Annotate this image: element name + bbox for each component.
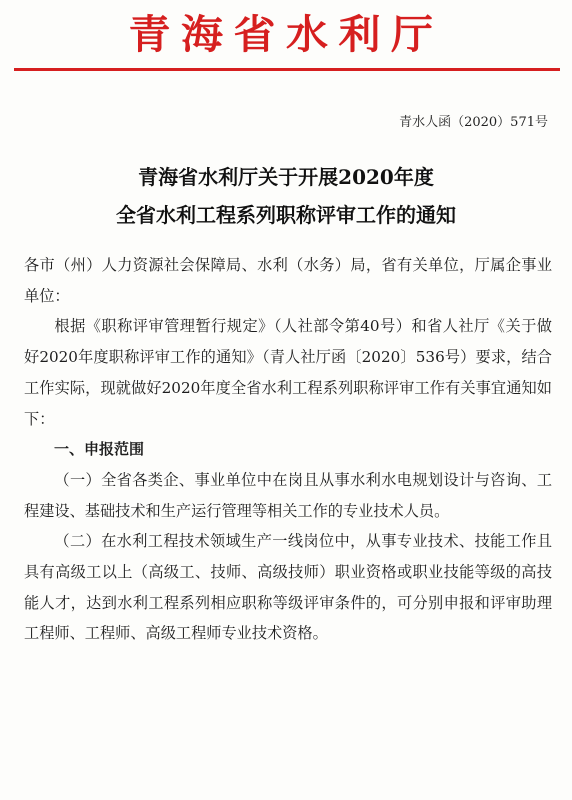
intro-paragraph: 根据《职称评审管理暂行规定》（人社部令第40号）和省人社厅《关于做好2020年度职称评审工作的通知》（青人社厅函〔2020〕536号）要求，结合工作实际，现就做好2020年度全省水利工程系列职称评审工作有关事宜通知如下：: [24, 317, 552, 428]
document-body: [24, 250, 552, 649]
org-name-header: 青海省水利厅: [128, 11, 444, 58]
scope-item-1: （一）全省各类企、事业单位中在岗且从事水利水电规划设计与咨询、工程建设、基础技术和生产运行管理等相关工作的专业技术人员。: [24, 470, 552, 520]
scope-item-2: （二）在水利工程技术领域生产一线岗位中，从事专业技术、技能工作且具有高级工以上（高级工、技师、高级技师）职业资格或职业技能等级的高技能人才，达到水利工程系列相应职称等级评审条件的，可分别申报和评审助理工程师、工程师、高级工程师专业技术资格。: [24, 532, 552, 643]
title-line-2: 全省水利工程系列职称评审工作的通知: [116, 203, 456, 227]
masthead: [0, 6, 572, 64]
recipients-paragraph: 各市（州）人力资源社会保障局、水利（水务）局，省有关单位，厅属企事业单位：: [24, 256, 552, 305]
document-title: [0, 158, 572, 234]
title-line-1: 青海省水利厅关于开展2020年度: [138, 165, 434, 189]
section-heading-application-scope: 一、申报范围: [54, 440, 145, 459]
red-divider-line: [14, 68, 560, 71]
document-number: 青水人函（2020）571号: [399, 115, 548, 130]
